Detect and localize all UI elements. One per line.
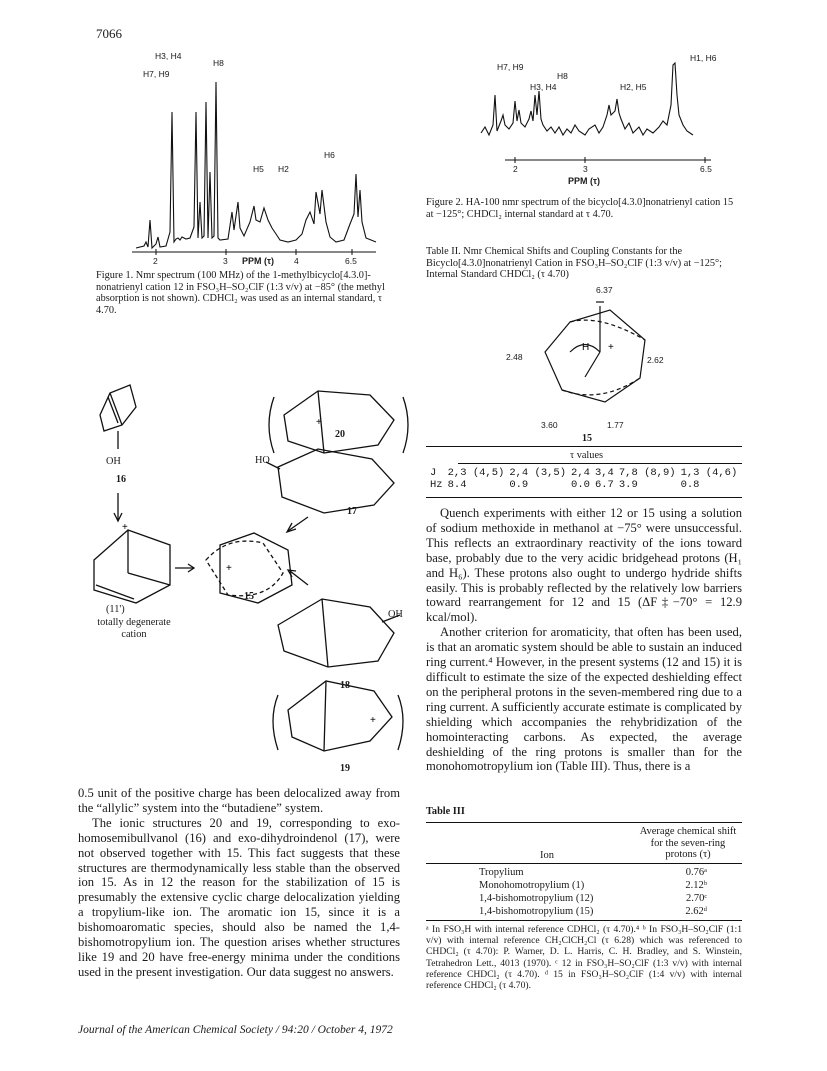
- svg-text:H: H: [582, 342, 590, 353]
- ion-name: 1,4-bishomotropylium (12): [479, 893, 594, 904]
- fig1-peak-h6: H6: [324, 150, 335, 160]
- label-17: 17: [347, 506, 357, 517]
- fig1-peak-h3h4: H3, H4: [155, 51, 182, 61]
- page-number: 7066: [96, 26, 122, 41]
- table2-structure-15: [500, 292, 670, 412]
- hz-label: Hz: [430, 479, 443, 491]
- ion-name: Monohomotropylium (1): [479, 880, 585, 891]
- ion-shift: 2.12ᵇ: [685, 880, 707, 891]
- label-20: 20: [335, 429, 345, 440]
- fig1-tick-2: 2: [153, 256, 158, 266]
- pair: 2,4 (3,5): [509, 467, 567, 479]
- fig1-peak-h2: H2: [278, 164, 289, 174]
- fig1-axis-unit: PPM (τ): [242, 256, 275, 266]
- svg-text:+: +: [226, 563, 232, 574]
- fig2-axis-unit: PPM (τ): [568, 176, 601, 186]
- right-column-text: [426, 506, 742, 774]
- fig2-peak-h8: H8: [557, 71, 568, 81]
- reaction-scheme: [78, 345, 413, 785]
- ion-shift: 2.62ᵈ: [685, 906, 707, 917]
- fig1-tick-4: 4: [294, 256, 299, 266]
- shift-bottom-right: 1.77: [607, 420, 624, 430]
- table3-rule-bottom: [426, 920, 742, 921]
- j-value: 0.9: [509, 479, 529, 491]
- table-row: [478, 892, 708, 905]
- label-15: 15: [244, 591, 254, 602]
- figure1-spectrum: [130, 52, 380, 264]
- svg-text:+: +: [316, 417, 322, 428]
- label-11prime: (11'): [106, 604, 125, 615]
- left-column-text: [78, 786, 400, 980]
- j-value: 8.4: [447, 479, 467, 491]
- fig1-peak-h8: H8: [213, 58, 224, 68]
- shift-top: 6.37: [596, 285, 613, 295]
- paragraph-continued: 0.5 unit of the positive charge has been delocalized away from the “allylic” system into the “butadiene” system.: [78, 786, 400, 815]
- fig2-tick-65: 6.5: [700, 164, 712, 174]
- fig1-tick-3: 3: [223, 256, 228, 266]
- oh-18: OH: [388, 609, 403, 620]
- table3-rule-mid: [426, 863, 742, 864]
- j-value: 3.9: [618, 479, 638, 491]
- j-value: 6.7: [594, 479, 614, 491]
- j-label: J: [430, 467, 437, 479]
- table3-footnotes: ᵃ In FSO₃H with internal reference CDHCl₂ (τ 4.70).⁴ ᵇ In FSO₃H–SO₂ClF (1:1 v/v) with internal reference CH₂ClCH₂Cl (τ 6.28) which was referenced to CHDCl₂ (τ 4.70): P. Warner, D. L. Harris, C. H. Bradley, and S. Winstein, Tetrahedron Lett., 4013 (1970). ᶜ 12 in FSO₃H–SO₂ClF (1:3 v/v) with internal reference CHDCl₂ (τ 4.70). ᵈ 15 in FSO₃H–SO₂ClF (1:4 v/v) with internal reference CHDCl₂ (τ 4.70).: [426, 924, 742, 992]
- svg-text:+: +: [370, 715, 376, 726]
- paragraph-quench: Quench experiments with either 12 or 15 using a solution of sodium methoxide in methanol at −75° were unsuccessful. This reflects an extraordinary reactivity of the ions toward base, probably due to the very acidic bridgehead protons (H₁ and H₆). These protons also ought to undergo hydride shifts easily. This is probably reflected by the relatively low barriers toward rearrangement for 12 and 15 (ΔF‡−70° = 12.9 kcal/mol).: [426, 506, 742, 625]
- label-19: 19: [340, 763, 350, 774]
- j-value: 0.0: [571, 479, 590, 491]
- j-value: 0.8: [680, 479, 700, 491]
- ion-shift: 2.70ᶜ: [685, 893, 707, 904]
- table-row: [478, 905, 708, 918]
- fig2-peak-h3h4: H3, H4: [530, 82, 557, 92]
- table2-rule-top: [426, 446, 742, 447]
- table3-shifts: [478, 866, 708, 918]
- fig2-peak-h1h6: H1, H6: [690, 53, 717, 63]
- pair: 2,3 (4,5): [447, 467, 505, 479]
- shift-left: 2.48: [506, 352, 523, 362]
- shift-bottom-left: 3.60: [541, 420, 558, 430]
- degenerate-cation-note: totally degenerate cation: [97, 617, 171, 640]
- ion-name: 1,4-bishomotropylium (15): [479, 906, 594, 917]
- table2-rule-mid: [458, 463, 742, 464]
- svg-text:+: +: [122, 522, 128, 533]
- table-row: [478, 879, 708, 892]
- fig2-peak-h7h9: H7, H9: [497, 62, 524, 72]
- paragraph-ring-current: Another criterion for aromaticity, that often has been used, is that an aromatic system should be able to sustain an induced ring current.⁴ However, in the present systems (12 and 15) it is difficult to estimate the size of the expected deshielding effect on the peripheral protons in the seven-membered ring due to a ring current. A sufficiently accurate estimate is complicated by shielding which accompanies the rehybridization of the homointeracting carbons. As expected, the average deshielding of the ring protons is smaller than for the monohomotropylium ion (Table III). Thus, there is a: [426, 625, 742, 774]
- paragraph-ionic-structures: The ionic structures 20 and 19, corresponding to exo-homosemibullvanol (16) and exo-dihydroindenol (17), were not observed together with 15. This fact suggests that these structures are thermodynamically less stable than the observed ion 15. As in 12 the reason for the stabilization of 15 is presumably the extensive cyclic charge delocalization yielding a tropylium-like ion. The aromatic ion 15, since it is a bishomoaromatic species, should also be named the 1,4-bishomotropylium ion. The question arises whether structures like 19 and 20 have free-energy minima under the conditions used in the present investigation. Our data suggest no answers.: [78, 815, 400, 979]
- pair: 2,4: [571, 467, 590, 479]
- fig1-peak-h5: H5: [253, 164, 264, 174]
- ion-name: Tropylium: [479, 867, 524, 878]
- table2-tau-label: τ values: [570, 450, 604, 461]
- oh-16: OH: [106, 456, 121, 467]
- table3-col-shift: Average chemical shift for the seven-ring protons (τ): [639, 826, 737, 860]
- pair: 7,8 (8,9): [618, 467, 676, 479]
- table2-couplings: [430, 467, 742, 491]
- compound-15-label: 15: [582, 433, 592, 444]
- shift-right: 2.62: [647, 355, 664, 365]
- table3-rule-top: [426, 822, 742, 823]
- fig1-tick-65: 6.5: [345, 256, 357, 266]
- fig2-tick-2: 2: [513, 164, 518, 174]
- figure2-caption: Figure 2. HA-100 nmr spectrum of the bicyclo[4.3.0]nonatrienyl cation 15 at −125°; CHDCl₂ internal standard at τ 4.70.: [426, 197, 734, 220]
- table2-title: Table II. Nmr Chemical Shifts and Coupling Constants for the Bicyclo[4.3.0]nonatrienyl Cation in FSO₃H–SO₂ClF (1:3 v/v) at −125°; Internal Standard CHDCl₂ (τ 4.70): [426, 246, 722, 281]
- table3-title: Table III: [426, 806, 465, 817]
- table3-col-ion: Ion: [540, 850, 554, 861]
- pair: 3,4: [594, 467, 614, 479]
- pair: 1,3 (4,6): [680, 467, 738, 479]
- table-row: [478, 866, 708, 879]
- fig1-peak-h7h9: H7, H9: [143, 69, 170, 79]
- svg-text:+: +: [608, 342, 614, 353]
- journal-footer: Journal of the American Chemical Society / 94:20 / October 4, 1972: [78, 1024, 393, 1036]
- ho-17: HO: [255, 455, 270, 466]
- label-16: 16: [116, 474, 126, 485]
- fig2-peak-h2h5: H2, H5: [620, 82, 647, 92]
- figure1-caption: Figure 1. Nmr spectrum (100 MHz) of the 1-methylbicyclo[4.3.0]-nonatrienyl cation 12 in FSO₃H–SO₂ClF (1:3 v/v) at −85° (the methyl absorption is not shown). CDHCl₂ was used as an internal standard, τ 4.70.: [96, 270, 385, 316]
- ion-shift: 0.76ᵃ: [685, 867, 707, 878]
- table2-rule-bottom: [426, 497, 742, 498]
- label-18: 18: [340, 680, 350, 691]
- fig2-tick-3: 3: [583, 164, 588, 174]
